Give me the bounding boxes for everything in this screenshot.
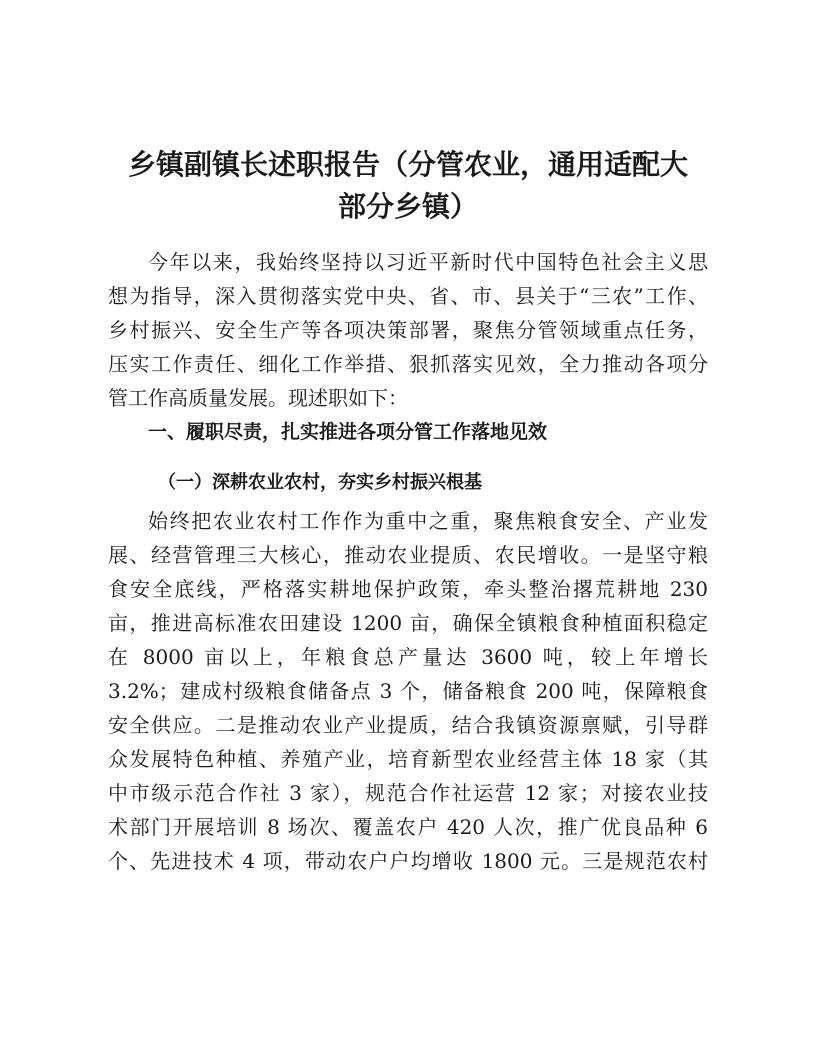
subsection-heading: （一）深耕农业农村，夯实乡村振兴根基 <box>158 472 482 493</box>
body-line: 个、先进技术 4 项，带动农户户均增收 1800 元。三是规范农村 <box>108 849 708 873</box>
document-title-line-2: 部分乡镇） <box>337 190 478 223</box>
body-line: 在 8000 亩以上，年粮食总产量达 3600 吨，较上年增长 <box>108 645 708 669</box>
body-line: 术部门开展培训 8 场次、覆盖农户 420 人次，推广优良品种 6 <box>108 815 708 839</box>
body-line: 3.2%；建成村级粮食储备点 3 个，储备粮食 200 吨，保障粮食 <box>108 679 708 703</box>
body-line: 展、经营管理三大核心，推动农业提质、农民增收。一是坚守粮 <box>108 543 708 567</box>
body-line: 众发展特色种植、养殖产业，培育新型农业经营主体 18 家（其 <box>108 747 708 771</box>
body-line: 食安全底线，严格落实耕地保护政策，牵头整治撂荒耕地 230 <box>108 577 708 601</box>
body-line: 中市级示范合作社 3 家），规范合作社运营 12 家；对接农业技 <box>108 781 708 805</box>
body-line: 始终把农业农村工作作为重中之重，聚焦粮食安全、产业发 <box>148 509 708 533</box>
intro-line: 今年以来，我始终坚持以习近平新时代中国特色社会主义思 <box>148 250 708 274</box>
intro-line: 管工作高质量发展。现述职如下： <box>108 386 408 410</box>
document-title-line-1: 乡镇副镇长述职报告（分管农业，通用适配大 <box>127 148 688 181</box>
intro-line: 乡村振兴、安全生产等各项决策部署，聚焦分管领域重点任务， <box>108 318 708 342</box>
intro-line: 压实工作责任、细化工作举措、狠抓落实见效，全力推动各项分 <box>108 352 708 376</box>
body-line: 亩，推进高标准农田建设 1200 亩，确保全镇粮食种植面积稳定 <box>108 611 708 635</box>
intro-line: 想为指导，深入贯彻落实党中央、省、市、县关于“三农”工作、 <box>108 284 708 308</box>
section-heading-1: 一、履职尽责，扎实推进各项分管工作落地见效 <box>148 421 548 443</box>
body-line: 安全供应。二是推动农业产业提质，结合我镇资源禀赋，引导群 <box>108 713 708 737</box>
